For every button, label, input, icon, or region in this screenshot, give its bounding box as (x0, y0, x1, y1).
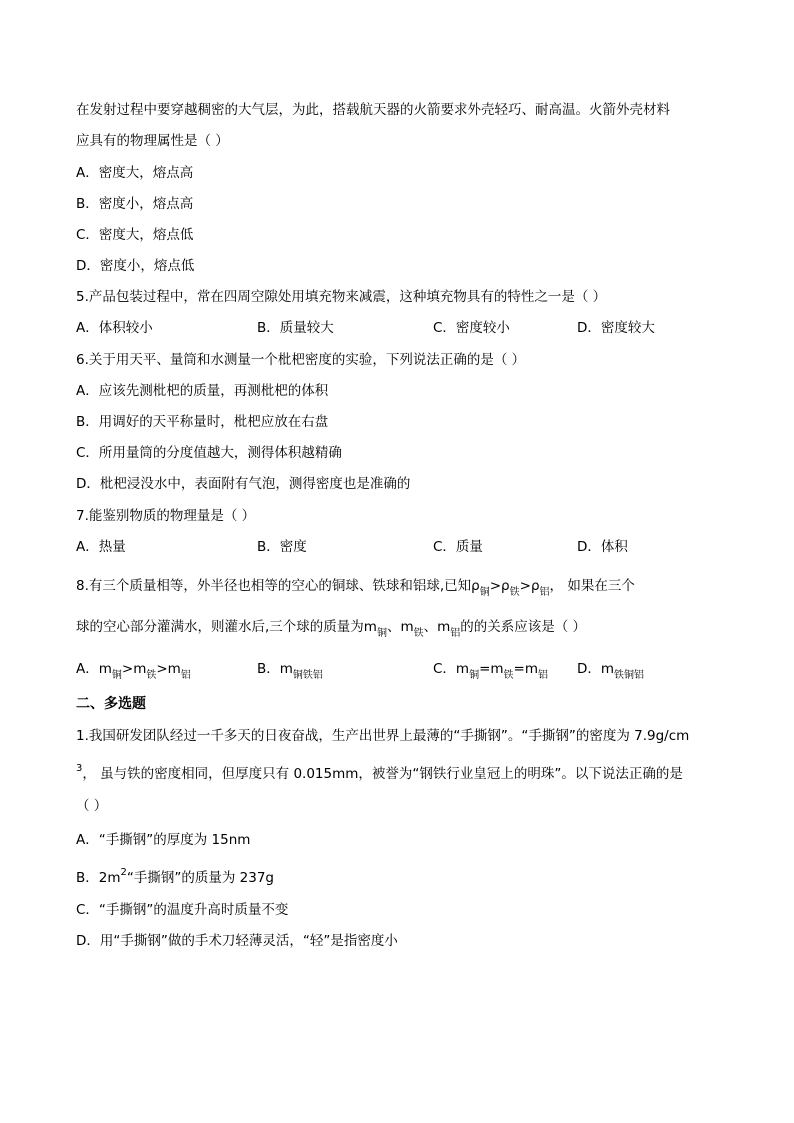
q8-a-sub-copper: 铜 (111, 670, 122, 681)
m1-option-b (76, 867, 275, 886)
m1-stem-line2 (76, 763, 683, 782)
q8-a-sub-aluminum: 铝 (180, 670, 191, 681)
q7-option-b: B．密度 (257, 539, 307, 555)
m1-b-sup: 2 (120, 867, 127, 878)
q6-stem: 6.关于用天平、量筒和水测量一个枇杷密度的实验，下列说法正确的是（ ） (76, 352, 526, 368)
section-heading-multiple-choice: 二、多选题 (76, 696, 146, 712)
m1-stem1-text: 1.我国研发团队经过一千多天的日夜奋战，生产出世界上最薄的“手撕钢”。“手撕钢”的密度为 7.9g/cm (76, 728, 690, 744)
m1-stem-line1 (76, 730, 689, 744)
q5-option-c: C．密度较小 (433, 320, 510, 336)
q8-d-m: D．m (577, 661, 615, 677)
q8-d-sub: 铁铜铝 (614, 670, 645, 681)
q7-option-d: D．体积 (577, 539, 628, 555)
q8-option-c (433, 661, 549, 681)
q8-a-sub-iron: 铁 (146, 670, 157, 681)
q8-rho-copper-sub: 铜 (479, 587, 490, 598)
m1-stem-line3: （ ） (76, 798, 108, 814)
q6-option-d: D．枇杷浸没水中，表面附有气泡，测得密度也是准确的 (76, 476, 411, 492)
m1-b-text: “手撕钢”的质量为 237g (126, 870, 275, 886)
q8-c-m: C．m (433, 661, 470, 677)
q8-stem2-tail: 的的关系应该是（ ） (460, 619, 587, 635)
q4-option-c: C．密度大，熔点低 (76, 227, 194, 243)
q7-option-a: A．热量 (76, 539, 126, 555)
q8-rho-iron-sub: 铁 (509, 587, 520, 598)
q8-a-gt-1: >m (121, 661, 147, 677)
q8-gt-2: >ρ (519, 578, 540, 594)
q8-sep-2: 、m (423, 619, 451, 635)
q6-option-c: C．所用量筒的分度值越大，测得体积越精确 (76, 445, 342, 461)
m1-cm-cubed-sup: 3 (76, 763, 83, 774)
m1-option-a: A．“手撕钢”的厚度为 15nm (76, 832, 251, 848)
q8-option-b (257, 661, 323, 681)
m1-option-d: D．用“手撕钢”做的手术刀轻薄灵活，“轻”是指密度小 (76, 933, 398, 949)
q8-m-aluminum-sub: 铝 (450, 628, 461, 639)
m1-stem2-text: ， 虽与铁的密度相同，但厚度只有 0.015mm，被誉为“钢铁行业皇冠上的明珠”。以下说法正确的是 (82, 766, 683, 782)
q8-c-eq-1: =m (479, 661, 504, 677)
q5-option-a: A．体积较小 (76, 320, 153, 336)
q8-m-iron-sub: 铁 (413, 628, 424, 639)
q8-m-copper-sub: 铜 (376, 628, 387, 639)
q8-rho-aluminum-sub: 铝 (539, 587, 550, 598)
q8-a-m: A．m (76, 661, 112, 677)
q5-stem: 5.产品包装过程中，常在四周空隙处用填充物来减震，这种填充物具有的特性之一是（ ） (76, 289, 607, 305)
m1-option-c: C．“手撕钢”的温度升高时质量不变 (76, 902, 289, 918)
q8-c-eq-2: =m (513, 661, 539, 677)
q8-stem-line1 (76, 578, 635, 598)
m1-b-area: B．2m (76, 870, 121, 886)
q8-gt-1: >ρ (489, 578, 510, 594)
q8-c-sub-copper: 铜 (469, 670, 480, 681)
q8-sep-1: 、m (386, 619, 414, 635)
q6-option-b: B．用调好的天平称量时，枇杷应放在右盘 (76, 414, 329, 430)
q5-option-d: D．密度较大 (577, 320, 655, 336)
q8-option-d (577, 661, 645, 681)
q5-option-b: B．质量较大 (257, 320, 334, 336)
q8-option-a (76, 661, 191, 681)
q8-stem-line2 (76, 619, 587, 639)
q4-stem-line1: 在发射过程中要穿越稠密的大气层，为此，搭载航天器的火箭要求外壳轻巧、耐高温。火箭外壳材料 (76, 102, 670, 118)
q8-a-gt-2: >m (156, 661, 181, 677)
q8-b-sub: 铜铁铝 (292, 670, 323, 681)
q7-option-c: C．质量 (433, 539, 483, 555)
q8-c-sub-aluminum: 铝 (538, 670, 549, 681)
q4-option-d: D．密度小，熔点低 (76, 258, 195, 274)
q8-b-m: B．m (257, 661, 293, 677)
q8-stem1-text: 8.有三个质量相等，外半径也相等的空心的铜球、铁球和铝球,已知ρ (76, 578, 480, 594)
q6-option-a: A．应该先测枇杷的质量，再测枇杷的体积 (76, 383, 329, 399)
q8-stem1-tail: ， 如果在三个 (549, 578, 635, 594)
q8-c-sub-iron: 铁 (503, 670, 514, 681)
q4-option-a: A．密度大，熔点高 (76, 165, 194, 181)
q8-stem2-text: 球的空心部分灌满水，则灌水后,三个球的质量为m (76, 619, 377, 635)
q7-stem: 7.能鉴别物质的物理量是（ ） (76, 508, 256, 524)
q4-option-b: B．密度小，熔点高 (76, 196, 194, 212)
q4-stem-line2: 应具有的物理属性是（ ） (76, 133, 229, 149)
